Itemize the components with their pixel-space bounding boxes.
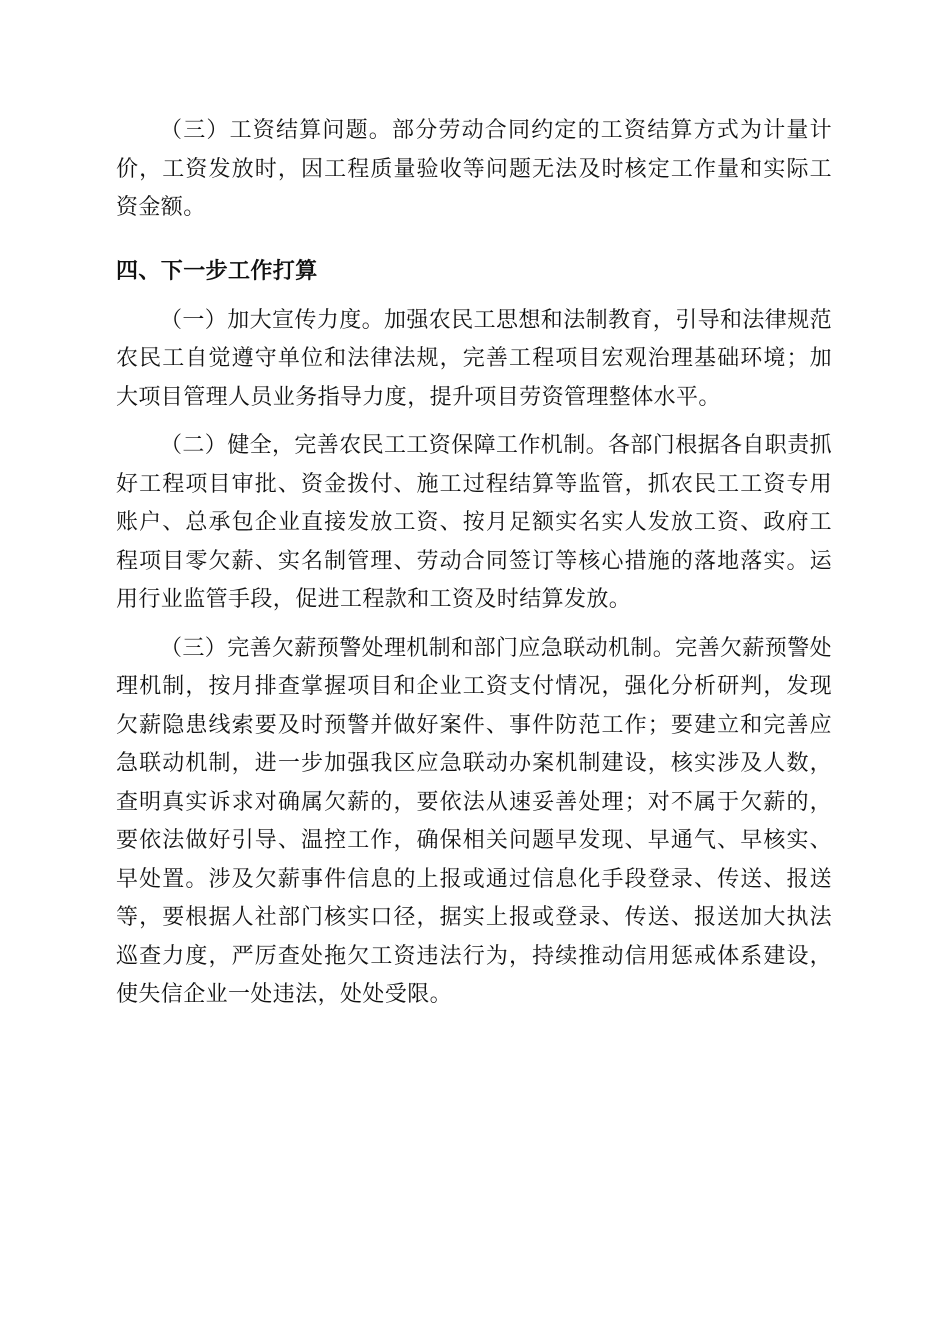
paragraph-early-warning: （三）完善欠薪预警处理机制和部门应急联动机制。完善欠薪预警处理机制，按月排查掌握项目和企业工资支付情况，强化分析研判，发现欠薪隐患线索要及时预警并做好案件、事件防范工作；要建立和完善应急联动机制，进一步加强我区应急联动办案机制建设，核实涉及人数，查明真实诉求对确属欠薪的，要依法从速妥善处理；对不属于欠薪的，要依法做好引导、温控工作，确保相关问题早发现、早通气、早核实、早处置。涉及欠薪事件信息的上报或通过信息化手段登录、传送、报送等，要根据人社部门核实口径，据实上报或登录、传送、报送加大执法巡查力度，严厉查处拖欠工资违法行为，持续推动信用惩戒体系建设，使失信企业一处违法，处处受限。	[116, 635, 833, 1007]
paragraph-publicity: （一）加大宣传力度。加强农民工思想和法制教育，引导和法律规范农民工自觉遵守单位和法律法规，完善工程项目宏观治理基础环境；加大项目管理人员业务指导力度，提升项目劳资管理整体水平。	[116, 307, 833, 410]
document-body	[116, 112, 832, 1015]
paragraph-wage-guarantee: （二）健全，完善农民工工资保障工作机制。各部门根据各自职责抓好工程项目审批、资金拨付、施工过程结算等监管，抓农民工工资专用账户、总承包企业直接发放工资、按月足额实名实人发放工资、政府工程项目零欠薪、实名制管理、劳动合同签订等核心措施的落地落实。运用行业监管手段，促进工程款和工资及时结算发放。	[116, 433, 833, 612]
paragraph-wage-settlement: （三）工资结算问题。部分劳动合同约定的工资结算方式为计量计价，工资发放时，因工程质量验收等问题无法及时核定工作量和实际工资金额。	[116, 118, 832, 220]
section-heading-next-steps: 四、下一步工作打算	[116, 258, 318, 284]
